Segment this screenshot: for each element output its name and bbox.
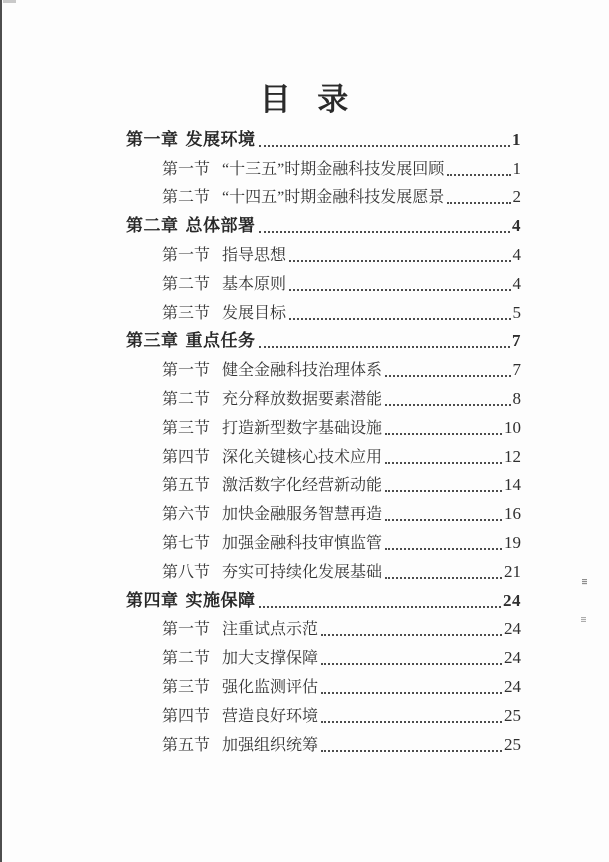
toc-entry-title: 加快金融服务智慧再造 — [222, 506, 383, 524]
toc-page-number: 21 — [504, 561, 521, 581]
toc-page-number: 4 — [512, 273, 521, 293]
toc-page-number: 7 — [512, 331, 521, 351]
toc-entry-label: 第三节 — [162, 419, 211, 437]
toc-entry-label: 第一节 — [162, 621, 211, 639]
toc-page-number: 4 — [512, 244, 521, 264]
scan-speck — [581, 617, 586, 622]
toc-entry-title: “十三五”时期金融科技发展回顾 — [222, 160, 445, 178]
toc-dot-leader — [321, 634, 502, 636]
toc-entry-title: 实施保障 — [185, 590, 256, 610]
toc-page-number: 24 — [504, 676, 521, 696]
toc-page-number: 14 — [504, 475, 521, 495]
toc-dot-leader — [321, 721, 502, 723]
toc-dot-leader — [259, 606, 502, 608]
toc-entry-title: 深化关键核心技术应用 — [222, 448, 383, 466]
toc-dot-leader — [289, 289, 510, 291]
toc-entry-title: 发展目标 — [222, 304, 287, 322]
toc-page-title: 目 录 — [259, 82, 350, 117]
toc-entry-label: 第二节 — [162, 390, 211, 408]
toc-row — [126, 500, 521, 529]
toc-row — [126, 299, 521, 328]
toc-dot-leader — [259, 231, 511, 233]
toc-entry-title: 总体部署 — [185, 216, 256, 236]
toc-entry-title: 打造新型数字基础设施 — [222, 419, 383, 437]
toc-dot-leader — [321, 750, 502, 752]
toc-entry-label: 第三章 — [126, 331, 179, 351]
toc-row — [126, 212, 521, 241]
toc-entry-label: 第五节 — [162, 477, 211, 495]
toc-dot-leader — [385, 548, 502, 550]
toc-row — [126, 126, 521, 155]
toc-row — [126, 356, 521, 385]
toc-dot-leader — [321, 663, 502, 665]
toc-entry-label: 第三节 — [162, 304, 211, 322]
toc-entry-label: 第三节 — [162, 678, 211, 696]
toc-dot-leader — [385, 519, 502, 521]
toc-entry-title: “十四五”时期金融科技发展愿景 — [222, 189, 445, 207]
toc-dot-leader — [289, 318, 510, 320]
scan-speck — [582, 579, 587, 585]
toc-entry-label: 第二节 — [162, 650, 211, 668]
toc-page-number: 24 — [504, 619, 521, 639]
toc-row — [126, 702, 521, 731]
toc-entry-label: 第七节 — [162, 534, 211, 552]
toc-page-number: 5 — [512, 302, 521, 322]
toc-page-number: 7 — [512, 360, 521, 380]
toc-entry-label: 第二节 — [162, 275, 211, 293]
toc-entry-title: 加大支撑保障 — [222, 650, 319, 668]
toc-row — [126, 731, 521, 760]
toc-entry-title: 发展环境 — [185, 129, 256, 149]
toc-row — [126, 673, 521, 702]
toc-page-number: 4 — [512, 216, 521, 236]
toc-dot-leader — [385, 375, 510, 377]
toc-page-number: 1 — [512, 158, 521, 178]
toc-entry-label: 第四节 — [162, 707, 211, 725]
toc-dot-leader — [259, 346, 511, 348]
toc-entry-title: 夯实可持续化发展基础 — [222, 563, 383, 581]
toc-entry-label: 第四节 — [162, 448, 211, 466]
toc-row — [126, 558, 521, 587]
toc-row — [126, 184, 521, 213]
toc-entry-title: 注重试点示范 — [222, 621, 319, 639]
toc-page-number: 25 — [504, 705, 521, 725]
toc-entry-label: 第五节 — [162, 736, 211, 754]
toc-entry-label: 第一节 — [162, 160, 211, 178]
toc-page-number: 24 — [503, 590, 521, 610]
toc-dot-leader — [289, 260, 510, 262]
toc-page-number: 10 — [504, 417, 521, 437]
toc-entry-title: 强化监测评估 — [222, 678, 319, 696]
toc-row — [126, 644, 521, 673]
toc-entry-label: 第八节 — [162, 563, 211, 581]
toc-row — [126, 241, 521, 270]
toc-entry-title: 基本原则 — [222, 275, 287, 293]
toc-list — [126, 126, 521, 760]
toc-page-number: 19 — [504, 532, 521, 552]
toc-entry-label: 第四章 — [126, 590, 179, 610]
toc-entry-title: 营造良好环境 — [222, 707, 319, 725]
toc-dot-leader — [447, 202, 510, 204]
toc-row — [126, 155, 521, 184]
toc-entry-title: 指导思想 — [222, 246, 287, 264]
toc-entry-label: 第二节 — [162, 189, 211, 207]
toc-entry-title: 激活数字化经营新动能 — [222, 477, 383, 495]
toc-dot-leader — [321, 692, 502, 694]
toc-page-number: 24 — [504, 648, 521, 668]
scan-smudge — [3, 0, 16, 3]
toc-entry-label: 第六节 — [162, 506, 211, 524]
toc-entry-label: 第一节 — [162, 362, 211, 380]
toc-row — [126, 529, 521, 558]
toc-dot-leader — [259, 145, 511, 147]
toc-dot-leader — [385, 577, 502, 579]
toc-row — [126, 414, 521, 443]
toc-entry-title: 重点任务 — [185, 331, 256, 351]
toc-row — [126, 616, 521, 645]
toc-dot-leader — [385, 404, 510, 406]
toc-row — [126, 587, 521, 616]
toc-row — [126, 270, 521, 299]
toc-entry-title: 健全金融科技治理体系 — [222, 362, 383, 380]
toc-page-number: 12 — [504, 446, 521, 466]
toc-page-number: 16 — [504, 504, 521, 524]
toc-row — [126, 385, 521, 414]
scan-left-edge-line — [0, 0, 2, 862]
toc-dot-leader — [385, 433, 502, 435]
toc-entry-title: 加强金融科技审慎监管 — [222, 534, 383, 552]
toc-page-number: 2 — [512, 187, 521, 207]
toc-page-number: 8 — [512, 388, 521, 408]
toc-page-number: 25 — [504, 734, 521, 754]
toc-row — [126, 443, 521, 472]
toc-entry-label: 第二章 — [126, 216, 179, 236]
toc-entry-label: 第一节 — [162, 246, 211, 264]
toc-dot-leader — [385, 490, 502, 492]
toc-dot-leader — [447, 174, 510, 176]
toc-entry-title: 充分释放数据要素潜能 — [222, 390, 383, 408]
toc-entry-label: 第一章 — [126, 129, 179, 149]
toc-page-number: 1 — [512, 129, 521, 149]
toc-row — [126, 472, 521, 501]
toc-row — [126, 328, 521, 357]
toc-dot-leader — [385, 462, 502, 464]
toc-entry-title: 加强组织统筹 — [222, 736, 319, 754]
